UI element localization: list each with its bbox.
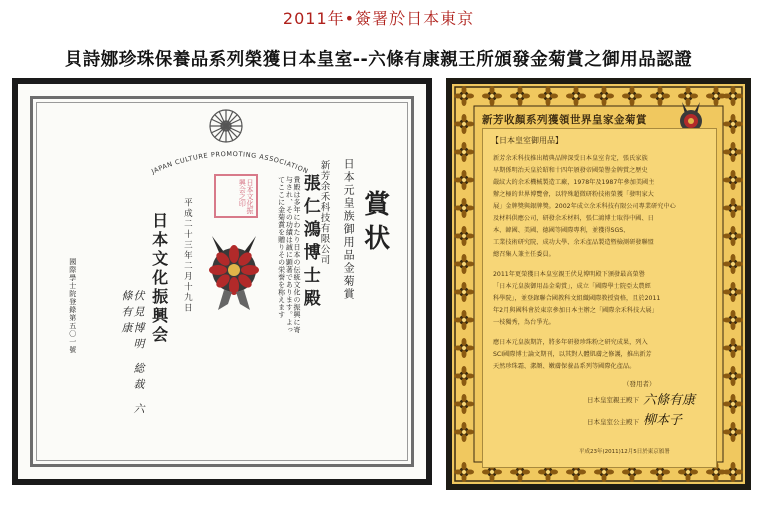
chrysanthemum-medal-icon: [202, 230, 266, 312]
paragraph-line: 嚴紋大的余禾機械製造工廠，1978年及1987年參加美國主: [493, 179, 655, 186]
certificate-issuer: 日本文化振興会: [149, 212, 169, 345]
paragraph-line: 一枝獨秀，為台爭光。: [493, 319, 555, 326]
paragraph-line: 工業技術研究院、成功大學、余禾產品製造暨檢測研發聯盟: [493, 239, 654, 246]
right-certificate-subtitle: 【日本皇室御用品】: [491, 136, 563, 145]
right-certificate-frame: [446, 78, 751, 490]
paragraph-line: 年2月與國科會於東京參加日本主辦之「國際余禾科技大展」: [493, 307, 658, 314]
paragraph-line: 新芳余禾科技推出精典品牌深受日本皇室肯定，張氏家族: [493, 155, 648, 162]
page-caption: 2011年•簽署於日本東京: [282, 9, 475, 28]
paragraph-line: 「日本元皇族御用品金菊賞」，成立「國際學士院亞太農經: [493, 283, 651, 290]
registration-number: 國際學士院登錄第五〇一號: [68, 258, 77, 354]
award-line: 日本元皇族御用品金菊賞: [342, 158, 356, 301]
paragraph-line: 本、韓國、美國、德國等國際專利，並獲得SGS、: [493, 227, 630, 234]
certificate-body-text: 貴殿は多年にわたり日本の伝統文化の振興に寄与され、その功績は誠に顕著であります。よってここに金菊賞を贈りその栄誉を称えます: [277, 176, 301, 334]
right-certificate-panel: [482, 128, 717, 468]
left-certificate-paper: [18, 84, 426, 479]
issuer-label: （發用者）: [623, 380, 656, 388]
right-certificate-title: 新芳收顏系列獲領世界皇家金菊賞: [482, 114, 647, 126]
signature-2: 柳本子: [643, 413, 683, 428]
paragraph-line: SCI國際博士論文期刊，以其對人體肌膚之修護，推出新芳: [493, 351, 652, 358]
date-line: 平成23年(2011)12月5日於東京頒署: [579, 449, 670, 455]
paragraph-line: 總召集人兼主任委員。: [493, 251, 555, 258]
signer1-label: 日本皇室親王殿下: [587, 396, 639, 404]
certificate-date: 平成二十三年二月十九日: [182, 198, 193, 314]
association-name: JAPAN CULTURE PROMOTING ASSOCIATION: [150, 149, 310, 176]
paragraph-line: 2011年更榮獲日本皇室親王伏見博明殿下頒發最高榮譽: [493, 271, 645, 278]
left-certificate-frame: [12, 78, 432, 485]
right-certificate-paper: [452, 84, 745, 484]
pink-seal-stamp: 日本文化振興会之印: [214, 174, 258, 218]
recipient-name: 張仁鴻博士殿: [299, 174, 320, 312]
svg-text:JAPAN CULTURE PROMOTING ASSOCI: [149, 150, 309, 176]
paragraph-line: 科學院」，並登錄聯合國教科文組織國際教授資格，且於2011: [493, 295, 661, 302]
paragraph-line: 天然珍珠霜、潔顏、嫩膚保養品系列等國際化產品。: [493, 363, 636, 370]
paragraph-line: 及材料供應公司，研發余禾材料，張仁鴻博士取得中國、日: [493, 215, 654, 222]
signature-block: 伏見博明 総裁 六條有康: [119, 290, 145, 419]
signer2-label: 日本皇室公主殿下: [587, 418, 639, 426]
paragraph-line: 應日本元皇族期許，將多年研發珍珠粉之研究成果，列入: [493, 339, 648, 346]
signature-1: 六條有康: [643, 393, 696, 408]
paragraph-line: 展」金牌獎與銀牌獎。2002年成立余禾科技有限公司專業研究中心: [493, 203, 676, 210]
paragraph-line: 早期係明治天皇於昭和十四年頒發帝國榮譽金牌賞之歷史: [493, 167, 648, 174]
chrysanthemum-crest-icon: [208, 108, 244, 144]
headline: 貝詩娜珍珠保養品系列榮獲日本皇室--六條有康親王所頒發金菊賞之御用品認證: [64, 50, 693, 70]
company-name: 新芳余禾科技有限公司: [318, 160, 330, 265]
paragraph-line: 辦之極的世界博覽會，以特殊超微研粉技術榮獲「發明家大: [493, 191, 654, 198]
certificate-title: 賞状: [359, 190, 390, 258]
